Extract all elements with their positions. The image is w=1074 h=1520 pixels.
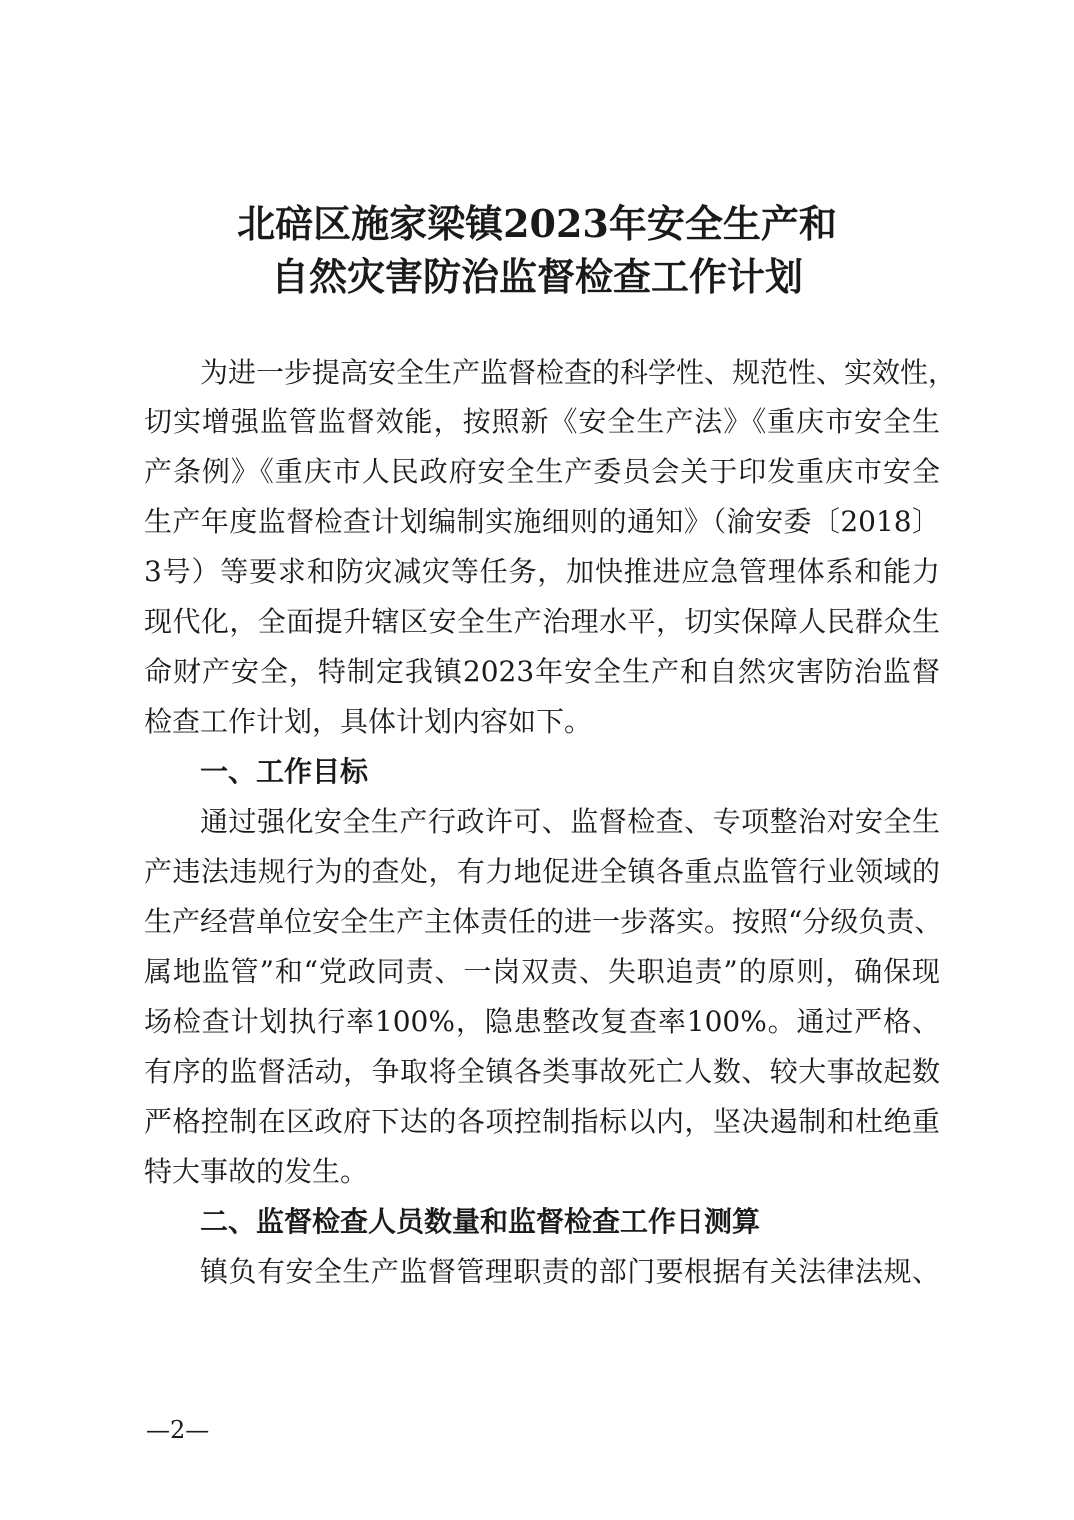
intro-line: 为进一步提高安全生产监督检查的科学性、规范性、实效性， xyxy=(200,356,957,389)
section-1-heading: 一、工作目标 xyxy=(200,755,369,788)
intro-line: 现代化，全面提升辖区安全生产治理水平，切实保障人民群众生 xyxy=(144,605,940,638)
section-1-line: 属地监管”和“党政同责、一岗双责、失职追责”的原则，确保现 xyxy=(144,955,940,988)
section-1-line: 特大事故的发生。 xyxy=(144,1155,369,1188)
document-title-line-1: 北碚区施家梁镇2023年安全生产和 xyxy=(237,201,837,246)
section-1-line: 场检查计划执行率100%，隐患整改复查率100%。通过严格、 xyxy=(144,1005,940,1038)
section-2-heading: 二、监督检查人员数量和监督检查工作日测算 xyxy=(200,1205,761,1238)
section-1-line: 产违法违规行为的查处，有力地促进全镇各重点监管行业领域的 xyxy=(144,855,940,888)
section-1-line: 通过强化安全生产行政许可、监督检查、专项整治对安全生 xyxy=(200,805,940,838)
intro-line: 生产年度监督检查计划编制实施细则的通知》（渝安委〔2018〕 xyxy=(144,505,940,538)
section-1-line: 有序的监督活动，争取将全镇各类事故死亡人数、较大事故起数 xyxy=(144,1055,940,1088)
section-1-line: 生产经营单位安全生产主体责任的进一步落实。按照“分级负责、 xyxy=(144,905,943,938)
document-title-line-2: 自然灾害防治监督检查工作计划 xyxy=(270,254,803,299)
intro-line: 切实增强监管监督效能，按照新《安全生产法》《重庆市安全生 xyxy=(144,405,940,438)
page-number: —2— xyxy=(146,1416,210,1444)
intro-line: 检查工作计划，具体计划内容如下。 xyxy=(144,705,593,738)
intro-line: 产条例》《重庆市人民政府安全生产委员会关于印发重庆市安全 xyxy=(144,455,940,488)
section-1-line: 严格控制在区政府下达的各项控制指标以内，坚决遏制和杜绝重 xyxy=(144,1105,940,1138)
intro-line: 3号）等要求和防灾减灾等任务，加快推进应急管理体系和能力 xyxy=(144,555,940,588)
section-2-line: 镇负有安全生产监督管理职责的部门要根据有关法律法规、 xyxy=(200,1255,940,1288)
intro-line: 命财产安全，特制定我镇2023年安全生产和自然灾害防治监督 xyxy=(144,655,940,688)
